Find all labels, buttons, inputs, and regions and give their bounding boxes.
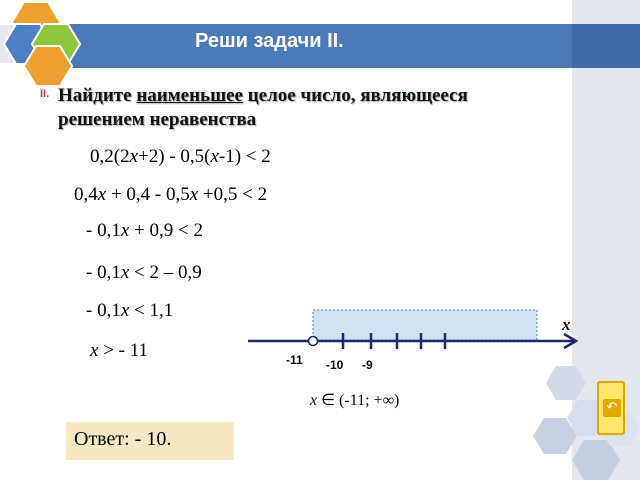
step-3: - 0,1x + 0,9 < 2 <box>86 220 203 241</box>
step-6: x > - 11 <box>90 340 149 361</box>
problem-line-1: Найдите наименьшее целое число, являющееся <box>58 85 468 106</box>
step-2: 0,4x + 0,4 - 0,5x +0,5 < 2 <box>74 184 268 205</box>
underlined-word: наименьшее <box>136 85 243 106</box>
page-title: Реши задачи II. <box>195 30 344 52</box>
open-point <box>309 337 318 346</box>
step-1: 0,2(2x+2) - 0,5(x-1) < 2 <box>90 146 271 167</box>
step-5: - 0,1x < 1,1 <box>86 300 174 321</box>
problem-line-2: решением неравенства <box>58 109 257 130</box>
step-4: - 0,1x < 2 – 0,9 <box>86 262 202 283</box>
undo-icon: ↶ <box>603 399 621 417</box>
axis-label-x: x <box>562 315 571 334</box>
solution-interval: x ∈ (-11; +∞) <box>310 392 400 409</box>
answer-text: Ответ: - 10. <box>74 428 172 450</box>
undo-button[interactable] <box>597 381 625 435</box>
problem-number: II. <box>40 88 50 100</box>
label-minus-10: -10 <box>326 358 344 372</box>
label-minus-11: -11 <box>286 353 303 367</box>
label-minus-9: -9 <box>362 358 373 372</box>
shaded-region <box>313 310 537 340</box>
